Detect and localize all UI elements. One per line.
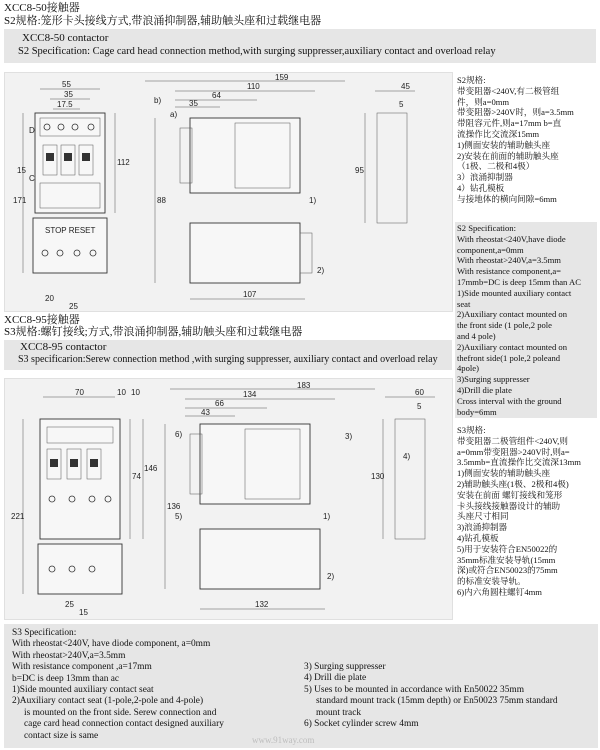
s3-cn-line: a=0mm带变阻器>240V时,则a=	[457, 446, 570, 457]
s3-cn-line: 3.5mmb=直流操作比交流深13mm	[457, 457, 581, 468]
s3-spec-left-line: With rheostat<240V, have diode component, a=0mm	[12, 639, 211, 650]
label-d: D	[29, 126, 35, 135]
note-1b: 1)	[323, 512, 331, 521]
s3-spec-left-line: With rheostat>240V,a=3.5mm	[12, 650, 126, 661]
s3-drawing	[4, 378, 453, 620]
s3-cn-line: 头座尺寸相同	[457, 511, 509, 522]
s2-en-line: component,a=0mm	[457, 244, 524, 255]
s2-cn-line: 3）浪涌抑制器	[457, 172, 513, 183]
s3-side-view	[165, 381, 375, 609]
dim-64: 64	[212, 91, 221, 100]
s3-cn-line: 深)或符合EN50023的75mm	[457, 565, 558, 576]
s2-en-line: 4pole)	[457, 363, 479, 374]
label-b: b)	[154, 96, 162, 105]
s3-cn-line: S3规格:	[457, 425, 486, 435]
s2-en-line: 17mmb=DC is deep 15mm than AC	[457, 276, 581, 287]
s2-en-line: 3)Surging suppresser	[457, 374, 530, 385]
dim-134: 134	[243, 390, 257, 399]
s2-notes-cn	[455, 74, 597, 238]
dim-183: 183	[297, 381, 311, 390]
s2-en-line: 2)Auxiliary contact mounted on	[457, 309, 568, 320]
dim-5: 5	[399, 100, 404, 109]
s2-en-line: With resistance component,a=	[457, 266, 562, 277]
s2-cn-line: 带变阻器<240V,有二极管组	[457, 85, 560, 96]
s3-spec-right-line: 5) Uses to be mounted in accordance with En50022 35mm	[304, 684, 525, 695]
s3-spec-left-line: cage card head connection contact designed auxiliary	[24, 719, 224, 730]
s3-spec-bottom	[4, 624, 598, 748]
note-3: 3)	[345, 432, 353, 441]
s3-cn-line: 1)侧面安装的辅助触头座	[457, 468, 551, 479]
s3-cn-line: 的标准安装导轨。	[457, 576, 526, 587]
s2-en-line: With rheostat>240V,a=3.5mm	[457, 255, 561, 266]
s3-front-view	[11, 388, 158, 617]
dim-43: 43	[201, 408, 210, 417]
s3-cn-line: 安装在前面 螺钉接线和笼形	[457, 489, 563, 500]
dim-45: 45	[401, 82, 410, 91]
dim-10b: 10	[131, 388, 140, 397]
s3-spec-left-line: b=DC is deep 13mm than ac	[12, 673, 120, 684]
s2-en-line: body=6mm	[457, 406, 497, 417]
s3-spec-right-line: standard mount track (15mm depth) or En50023 75mm standard	[316, 696, 558, 707]
s3-spec-right-line: 4) Drill die plate	[304, 673, 367, 684]
dim-55: 55	[62, 80, 71, 89]
s2-cn-line: 流操作比交流深15mm	[457, 128, 540, 139]
dim-88: 88	[157, 196, 166, 205]
s3-cn-title: XCC8-95接触器	[4, 314, 80, 326]
s3-spec-left-line: 2)Auxiliary contact seat (1-pole,2-pole and 4-pole)	[12, 696, 204, 707]
s3-en-title: XCC8-95 contactor	[20, 341, 107, 353]
note-6: 6)	[175, 430, 183, 439]
note-5: 5)	[175, 512, 183, 521]
s3-spec-right-line: 3) Surging suppresser	[304, 662, 386, 672]
s2-cn-spec: S2规格:笼形卡头接线方式,带浪涌抑制器,辅助触头座和过载继电器	[4, 15, 322, 27]
dim-10a: 10	[117, 388, 126, 397]
dim-107: 107	[243, 290, 257, 299]
s3-cn-line: 6)内六角圆柱螺钉4mm	[457, 586, 542, 597]
s2-cn-line: S2规格:	[457, 75, 486, 85]
s2-cn-line: 件，则a=0mm	[457, 96, 510, 107]
s3-rail-view	[371, 388, 435, 539]
dim-132: 132	[255, 600, 269, 609]
dim-60: 60	[415, 388, 424, 397]
dim-110: 110	[247, 82, 260, 91]
s2-notes-en	[455, 222, 597, 418]
s2-en-line: and 4 pole)	[457, 330, 496, 341]
dim-15b: 15	[79, 608, 88, 617]
dim-130: 130	[371, 472, 385, 481]
s3-cn-line: 带变阻器二极管组件<240V,则	[457, 435, 568, 446]
s3-spec-left-line: S3 Specification:	[12, 628, 77, 638]
dim-221: 221	[11, 512, 25, 521]
s3-notes-cn	[455, 424, 597, 620]
s3-spec-left-line: is mounted on the front side. Serew connection and	[24, 707, 217, 718]
s3-spec-left-line: contact size is same	[24, 730, 99, 741]
s2-side-view	[145, 73, 345, 299]
s3-spec-left-line: With resistance component ,a=17mm	[12, 662, 152, 673]
s3-cn-line: 35mm标准安装导轨(15mm	[457, 554, 556, 565]
dim-95: 95	[355, 166, 364, 175]
s2-en-line: seat	[457, 298, 471, 309]
s2-en-title: XCC8-50 contactor	[22, 32, 109, 44]
s3-spec-left	[12, 628, 224, 742]
dim-70: 70	[75, 388, 84, 397]
s3-en-header-band	[4, 340, 452, 370]
s2-cn-line: 1)侧面安装的辅助触头座	[457, 139, 551, 150]
label-a: a)	[170, 110, 178, 119]
dim-112: 112	[117, 158, 130, 167]
dim-25: 25	[69, 302, 78, 311]
s2-en-line: 1)Side mounted auxiliary contact	[457, 287, 572, 298]
s3-spec-right	[304, 662, 558, 730]
s2-cn-line: 2)安装在前面的辅助触头座	[457, 150, 559, 161]
note-1: 1)	[309, 196, 317, 205]
s3-cn-spec: S3规格:螺钉接线;方式,带浪涌抑制器,辅助触头座和过载继电器	[4, 326, 303, 338]
s3-cn-line: 2)辅助触头座(1极、2极和4极)	[457, 478, 569, 489]
dim-146: 146	[144, 464, 158, 473]
dim-159: 159	[275, 73, 289, 82]
note-2: 2)	[317, 266, 325, 275]
s3-cn-line: 4)钻孔模板	[457, 532, 499, 543]
s2-en-line: 4)Drill die plate	[457, 384, 512, 395]
label-c: C	[29, 174, 35, 183]
s3-en-spec: S3 specificarion:Serew connection method ,with surging suppresser, auxiliary contact and overload relay	[18, 354, 438, 365]
dim-35: 35	[64, 90, 73, 99]
s2-cn-line: （1极、二极和4极）	[457, 161, 535, 172]
dim-66: 66	[215, 399, 224, 408]
s2-drawing	[4, 72, 453, 312]
dim-74: 74	[132, 472, 141, 481]
s2-en-header-band	[4, 29, 596, 63]
s2-en-line: With rheostat<240V,have diode	[457, 233, 566, 244]
s2-rail-view	[355, 82, 415, 223]
s3-spec-right-line: mount track	[316, 707, 362, 718]
dim-20: 20	[45, 294, 54, 303]
s2-en-line: the front side (1 pole,2 pole	[457, 320, 552, 331]
dim-17-5: 17.5	[57, 100, 73, 109]
s2-cn-line: 与接地体的横向间隙=6mm	[457, 193, 557, 204]
note-4: 4)	[403, 452, 411, 461]
s2-front-view	[13, 80, 130, 311]
s3-cn-line: 3)浪涌抑制器	[457, 522, 508, 533]
s2-en-line: S2 Specification:	[457, 223, 516, 233]
s3-cn-line: 卡头接线接触器设计的辅助	[457, 500, 561, 511]
s3-cn-line: 5)用于安装符合EN50022的	[457, 543, 558, 554]
s2-cn-line: 带变阻器>240V时，则a=3.5mm	[457, 107, 574, 118]
s3-spec-left-line: 1)Side mounted auxiliary contact seat	[12, 685, 154, 696]
s2-en-line: 2)Auxiliary contact mounted on	[457, 341, 568, 352]
dim-5b: 5	[417, 402, 422, 411]
dim-136: 136	[167, 502, 181, 511]
s2-cn-title: XCC8-50接触器	[4, 2, 80, 14]
dim-15: 15	[17, 166, 26, 175]
s2-en-line: thefront side(1 pole,2 poleand	[457, 352, 561, 363]
s2-cn-line: 4）钻孔模板	[457, 182, 505, 193]
s3-spec-right-line: 6) Socket cylinder screw 4mm	[304, 719, 419, 730]
s2-cn-line: 带阻容元件,则a=17mm b=直	[457, 118, 562, 129]
dim-35b: 35	[189, 99, 198, 108]
stop-reset-label: STOP RESET	[45, 226, 96, 235]
watermark: www.91way.com	[252, 735, 315, 745]
note-2b: 2)	[327, 572, 335, 581]
dim-25b: 25	[65, 600, 74, 609]
s2-en-line: Cross interval with the ground	[457, 395, 562, 406]
dim-171: 171	[13, 196, 27, 205]
s2-en-spec: S2 Specification: Cage card head connection method,with surging suppresser,auxiliary contact and overload relay	[18, 46, 496, 57]
